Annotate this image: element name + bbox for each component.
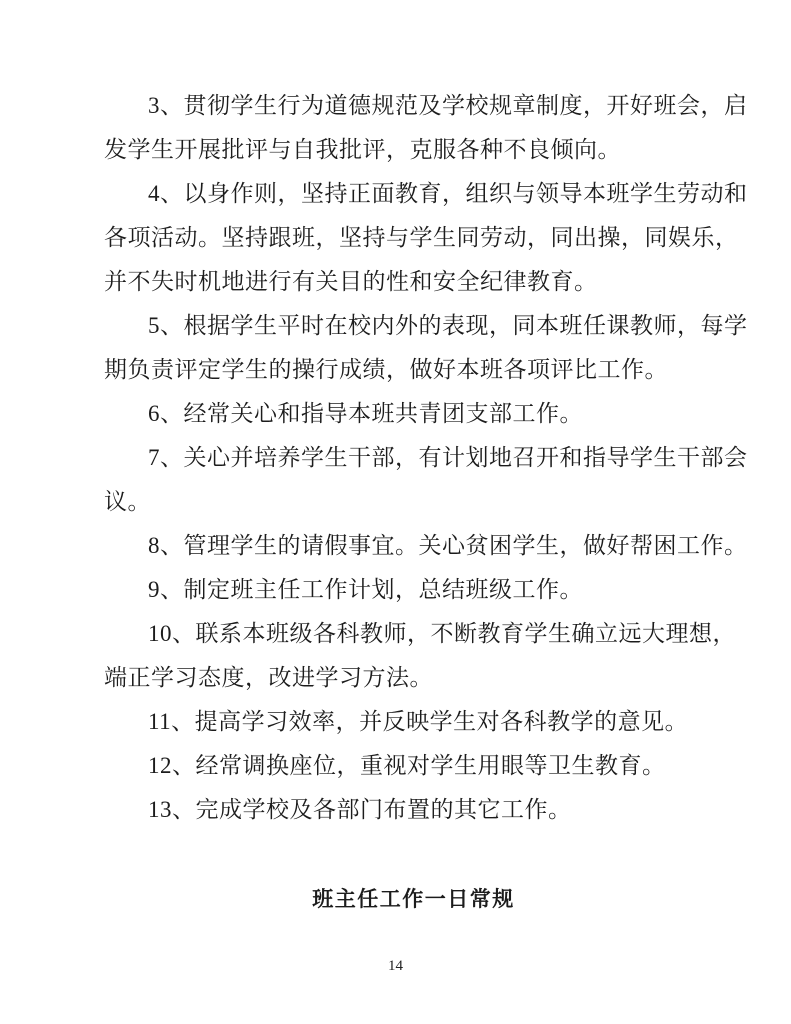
body-line: 10、联系本班级各科教师，不断教育学生确立远大理想， — [148, 621, 736, 646]
body-line: 端正学习态度，改进学习方法。 — [104, 665, 433, 690]
body-line: 5、根据学生平时在校内外的表现，同本班任课教师，每学 — [148, 313, 748, 338]
body-line: 11、提高学习效率，并反映学生对各科教学的意见。 — [148, 709, 689, 734]
body-line: 期负责评定学生的操行成绩，做好本班各项评比工作。 — [104, 357, 668, 382]
body-line: 8、管理学生的请假事宜。关心贫困学生，做好帮困工作。 — [148, 533, 748, 558]
page-number: 14 — [388, 958, 403, 974]
body-line: 12、经常调换座位，重视对学生用眼等卫生教育。 — [148, 753, 666, 778]
body-line: 13、完成学校及各部门布置的其它工作。 — [148, 797, 572, 822]
body-line: 7、关心并培养学生干部，有计划地召开和指导学生干部会 — [148, 445, 748, 470]
body-line: 发学生开展批评与自我批评，克服各种不良倾向。 — [104, 137, 621, 162]
body-line: 并不失时机地进行有关目的性和安全纪律教育。 — [104, 269, 598, 294]
body-line: 9、制定班主任工作计划，总结班级工作。 — [148, 577, 583, 602]
section-heading: 班主任工作一日常规 — [312, 887, 515, 911]
body-line: 6、经常关心和指导本班共青团支部工作。 — [148, 401, 583, 426]
body-line: 3、贯彻学生行为道德规范及学校规章制度，开好班会，启 — [148, 93, 748, 118]
body-line: 各项活动。坚持跟班，坚持与学生同劳动，同出操，同娱乐， — [104, 225, 739, 250]
body-line: 议。 — [104, 489, 151, 514]
body-line: 4、以身作则，坚持正面教育，组织与领导本班学生劳动和 — [148, 181, 748, 206]
body-lines — [104, 84, 748, 832]
